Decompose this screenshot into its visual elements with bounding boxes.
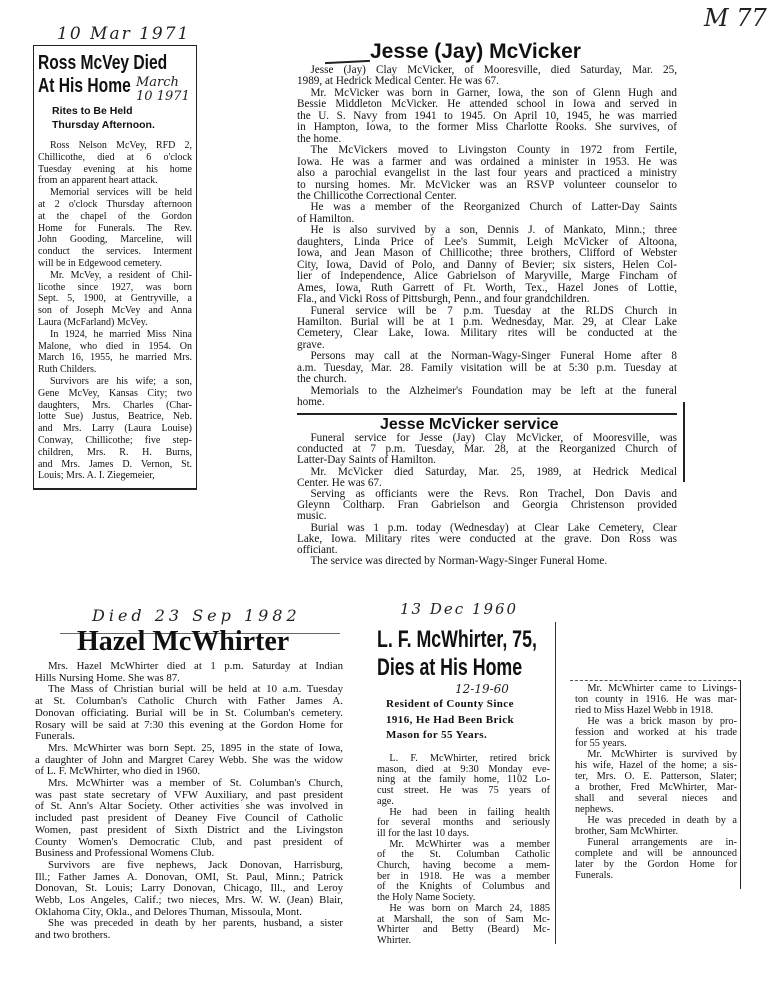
text-line: Bessie Middleton McVicker. He attended school in Iowa and served in xyxy=(297,98,677,111)
text-line: Malone, who died in 1954. On xyxy=(38,340,192,352)
page-number-annotation: M 77 xyxy=(704,4,767,32)
lf-handwritten-note: 12-19-60 xyxy=(455,682,509,696)
text-line: He had been in failing health xyxy=(389,806,550,818)
text-line: Memorial services will be held xyxy=(50,187,192,199)
text-line: of the St. Columban Catholic xyxy=(377,849,550,861)
text-line: conduct the services. Interment xyxy=(38,246,192,258)
text-line: shall and several nieces and xyxy=(575,793,737,804)
text-line: Serving as officiants were the Revs. Ron Trachel, Don Davis and xyxy=(310,488,677,501)
text-line: Sept. 5, 1900, at Gentryville, a xyxy=(38,293,192,305)
text-line: Lake, Iowa. Military rites were conducted at the grave. Don Ross was xyxy=(297,532,677,545)
text-line: the Holy Name Society. xyxy=(377,892,476,904)
text-line: Rosary will be said at 7:30 this evening at the Gordon Home for xyxy=(35,718,343,731)
ross-headline-line1: Ross McVey Died xyxy=(38,52,168,74)
text-line: Mr. McWhirter was a member xyxy=(389,838,550,850)
lf-subhead-line: Mason for 55 Years. xyxy=(386,729,488,741)
text-line: Survivors are his wife; a son, xyxy=(50,375,192,387)
text-line: Fla., and Vicki Ross of Pittsburgh, Penn., and four grandchildren. xyxy=(297,293,590,306)
text-line: City, Iowa, David of Polo, and Danny of Bevier; six sisters, Helen Col- xyxy=(297,258,677,271)
text-line: Funerals. xyxy=(575,870,614,881)
text-line: the U. S. Navy from 1941 to 1945. On April 10, 1945, he was married xyxy=(297,109,677,122)
ross-handwritten-note-2: 10 1971 xyxy=(136,89,190,104)
text-line: the Chillicothe Correctional Center. xyxy=(297,189,457,202)
text-line: Center. He was 67. xyxy=(297,476,382,489)
text-line: Chillicothe, died at 6 o'clock xyxy=(38,151,192,163)
text-line: the home. xyxy=(297,132,342,145)
text-line: Cemetery, Clear Lake, Iowa. Military rites will be conducted at the xyxy=(297,327,677,340)
hazel-obituary-body xyxy=(35,661,343,942)
text-line: Donovan officiating. Burial will be in St. Columban's cemetery. xyxy=(35,706,343,719)
text-line: and two brothers. xyxy=(35,929,111,942)
text-line: licothe since 1927, was born xyxy=(38,281,192,293)
text-line: will be in Edgewood cemetery. xyxy=(38,257,163,269)
text-line: Mr. McWhirter came to Livings- xyxy=(587,683,737,694)
text-line: The service was directed by Norman-Wagy-Singer Funeral Home. xyxy=(310,555,608,568)
text-line: ber in 1918. He was a member xyxy=(377,870,550,882)
text-line: grave. xyxy=(297,338,325,351)
text-line: Mr. McWhirter is survived by xyxy=(587,749,737,760)
text-line: Tuesday evening at his home xyxy=(38,163,192,175)
text-line: Mrs. McWhirter was a member of St. Columban's Church, xyxy=(47,777,343,790)
text-line: L. F. McWhirter, retired brick xyxy=(389,753,550,764)
text-line: Church, having become a mem- xyxy=(377,860,550,872)
text-line: Gleynn Coltharp. Fran Gabrielson and Georgia Christenson provided xyxy=(297,499,677,512)
text-line: Home for Funerals. The Rev. xyxy=(38,222,192,234)
text-line: Webb, Los Angeles, Calif.; two nieces, Mrs. W. W. (Jean) Blair, xyxy=(35,894,343,907)
text-line: lier of Independence, Alice Gabrielson of Maryville, Marge Fincham of xyxy=(297,270,677,283)
service-notice-body xyxy=(297,433,677,567)
text-line: Mrs. Hazel McWhirter died at 1 p.m. Saturday at Indian xyxy=(47,660,343,672)
text-line: Mr. McVicker was born in Garner, Iowa, the son of Glenn Hugh and xyxy=(310,86,677,99)
ross-headline-line2: At His Home xyxy=(38,75,131,97)
text-line: Hills Nursing Home. She was 87. xyxy=(35,671,180,684)
text-line: a brother, Fred McWhirter, Mar- xyxy=(575,782,737,793)
text-line: Ill.; Father James A. Donovan, OMI, St. Paul, Minn.; Patrick xyxy=(35,870,343,883)
text-line: and Mrs. James D. Vernon, St. xyxy=(38,458,192,470)
text-line: Gene McVey, Kansas City; two xyxy=(38,387,192,399)
text-line: the church. xyxy=(297,373,347,386)
text-line: brother, Sam McWhirter. xyxy=(575,826,679,837)
lf-handwritten-date: 13 Dec 1960 xyxy=(400,600,519,618)
text-line: Ames, Iowa, Ruth Garrett of Ft. Worth, Tex., Hazel Jones of Lottie, xyxy=(297,281,677,294)
text-line: cust street. He was 75 years of xyxy=(377,785,550,797)
text-line: Jesse (Jay) Clay McVicker, of Mooresville, died Saturday, Mar. 25, xyxy=(310,64,677,76)
text-line: conducted at 7 p.m. Tuesday, Mar. 28, at the Reorganized Church of xyxy=(297,443,677,456)
clipping-edge-line xyxy=(683,402,685,482)
text-line: Funeral service for Jesse (Jay) Clay McVicker, of Mooresville, was xyxy=(310,432,677,444)
text-line: of St. Ann's Altar Society. Other activities she was involved in xyxy=(35,800,343,813)
text-line: to nursing homes. Mr. McVicker was an RSVP volunteer counselor to xyxy=(297,178,677,191)
text-line: Conway, Chillicothe; five step- xyxy=(38,434,192,446)
column-divider xyxy=(555,622,556,944)
text-line: mason, died at 9:30 Monday eve- xyxy=(377,763,550,775)
text-line: John Gooding, Marceline, will xyxy=(38,234,192,246)
text-line: for 55 years. xyxy=(575,738,627,749)
text-line: 1989, at Hedrick Medical Center. He was 67. xyxy=(297,75,499,88)
text-line: Donovan, St. Louis; Larry Donovan, Chicago, Ill., and Leroy xyxy=(35,882,343,895)
text-line: daughters, Linda Price of Lee's Summit, Leigh McVicker of Altoona, xyxy=(297,235,677,248)
text-line: a daughter of John and Margret Carey Webb. She was the widow xyxy=(35,753,343,766)
text-line: was past state secretary of VFW Auxiliary, and past president xyxy=(35,788,343,801)
text-line: children, Mrs. R. H. Burns, xyxy=(38,446,192,458)
text-line: later by the Gordon Home for xyxy=(575,859,737,870)
divider-line xyxy=(297,413,677,415)
text-line: In 1924, he married Miss Nina xyxy=(50,328,192,340)
text-line: lotte Sue) Justus, Beatrice, Neb. xyxy=(38,411,192,423)
lf-subhead xyxy=(386,697,514,744)
ross-handwritten-date: 10 Mar 1971 xyxy=(57,24,191,44)
text-line: March 16, 1955, he married Mrs. xyxy=(38,352,192,364)
text-line: Memorials to the Alzheimer's Foundation may be left at the funeral xyxy=(310,384,677,397)
text-line: home. xyxy=(297,396,325,409)
text-line: Laura (McFarland) McVey. xyxy=(38,316,148,328)
text-line: at St. Columban's Catholic Church with Father James A. xyxy=(35,695,343,708)
text-line: Oklahoma City, Okla., and Delores Thuman, Missoula, Mont. xyxy=(35,905,302,918)
ross-handwritten-note-1: March xyxy=(136,75,179,90)
text-line: fession and worked at his trade xyxy=(575,727,737,738)
lf-headline-line1: L. F. McWhirter, 75, xyxy=(377,626,537,653)
text-line: The McVickers moved to Livingston County in 1972 from Fertile, xyxy=(310,144,677,157)
service-headline: Jesse McVicker service xyxy=(380,416,559,433)
text-line: Hamilton. Burial will be at 1 p.m. Wednesday, Mar. 29, at Clear Lake xyxy=(297,315,677,328)
text-line: in Hampton, Iowa, to the former Miss Charlotte Rooks. She survives, of xyxy=(297,121,677,134)
text-line: He was a member of the Reorganized Church of Latter-Day Saints xyxy=(310,201,677,214)
text-line: Mrs. McWhirter was born Sept. 25, 1895 in the state of Iowa, xyxy=(47,741,343,754)
ross-obituary-body xyxy=(38,140,192,482)
text-line: He is also survived by a son, Dennis J. of Mankato, Minn.; three xyxy=(310,224,677,237)
text-line: Persons may call at the Norman-Wagy-Singer Funeral Home after 8 xyxy=(310,350,677,363)
text-line: Ross Nelson McVey, RFD 2, xyxy=(50,140,192,151)
hazel-handwritten-date: Died 23 Sep 1982 xyxy=(92,606,301,625)
text-line: ton county in 1916. He was mar- xyxy=(575,694,737,705)
lf-headline-line2: Dies at His Home xyxy=(377,654,523,681)
text-line: ill for the last 10 days. xyxy=(377,827,470,839)
hazel-headline: Hazel McWhirter xyxy=(77,626,290,657)
text-line: ning at the family home, 1102 Lo- xyxy=(377,774,550,786)
text-line: included past president of Deaney Five Council of Catholic xyxy=(35,812,343,825)
text-line: at the chapel of the Gordon xyxy=(38,210,192,222)
lf-obituary-body-column2 xyxy=(575,683,737,881)
text-line: Burial was 1 p.m. today (Wednesday) at Clear Lake Cemetery, Clear xyxy=(310,521,677,534)
text-line: Iowa. He was a farmer and was ordained a minister in 1953. He was xyxy=(297,155,677,168)
text-line: ter, Mrs. O. E. Patterson, Slater; xyxy=(575,771,737,782)
text-line: ried to Miss Hazel Webb in 1918. xyxy=(575,705,714,716)
text-line: officiant. xyxy=(297,544,338,557)
text-line: He was preceded in death by a xyxy=(587,815,737,826)
text-line: of the Knights of Columbus and xyxy=(377,881,550,893)
text-line: for several months and seriously xyxy=(377,817,550,829)
text-line: Latter-Day Saints of Hamilton. xyxy=(297,454,436,467)
ross-subhead-line1: Rites to Be Held xyxy=(52,105,133,117)
jesse-headline: Jesse (Jay) McVicker xyxy=(370,40,581,63)
lf-obituary-body xyxy=(377,754,550,947)
text-line: daughters, Mrs. Charles (Char- xyxy=(38,399,192,411)
text-line: Iowa, and Jean Mason of Chillicothe; three brothers, Clifford of Webster xyxy=(297,247,677,260)
text-line: Mr. McVey, a resident of Chil- xyxy=(50,269,192,281)
text-line: Survivors are five nephews, Jack Donovan, Harrisburg, xyxy=(47,858,343,871)
text-line: complete and will be announced xyxy=(575,848,737,859)
ross-subhead-line2: Thursday Afternoon. xyxy=(52,119,155,131)
text-line: The Mass of Christian burial will be held at 10 a.m. Tuesday xyxy=(47,683,343,696)
text-line: Funeral arrangements are in- xyxy=(587,837,737,848)
text-line: Women, past president of Sixth District and the Livingston xyxy=(35,823,343,836)
text-line: his wife, Hazel of the home; a sis- xyxy=(575,760,737,771)
text-line: He was a brick mason by pro- xyxy=(587,716,737,727)
text-line: also a parochial evangelist in the last four years and practiced a ministry xyxy=(297,167,677,180)
text-line: Business and Professional Womens Club. xyxy=(35,847,215,860)
text-line: at 2 o'clock Thursday afternoon xyxy=(38,198,192,210)
text-line: Whirter and Betty (Beard) Mc- xyxy=(377,924,550,936)
text-line: nephews. xyxy=(575,804,614,815)
text-line: age. xyxy=(377,795,394,807)
text-line: Ruth Childers. xyxy=(38,364,97,376)
text-line: of L. F. McWhirter, who died in 1960. xyxy=(35,765,201,778)
text-line: music. xyxy=(297,510,327,523)
lf-subhead-line: 1916, He Had Been Brick xyxy=(386,713,515,726)
text-line: at Marshall, the son of Sam Mc- xyxy=(377,913,550,925)
text-line: of Hamilton. xyxy=(297,212,355,225)
text-line: a.m. Tuesday, Mar. 28. Family visitation will be at 5:30 p.m. Tuesday at xyxy=(297,361,677,374)
text-line: Whirter. xyxy=(377,934,412,946)
text-line: son of Joseph McVey and Anna xyxy=(38,305,192,317)
text-line: Funeral service will be 7 p.m. Tuesday at the RLDS Church in xyxy=(310,304,677,317)
text-line: County Women's Democratic Club, and past president of xyxy=(35,835,343,848)
text-line: and Mrs. Larry (Laura Louise) xyxy=(38,423,192,435)
text-line: He was born on March 24, 1885 xyxy=(389,902,550,914)
jesse-obituary-body xyxy=(297,65,677,409)
text-line: from an apparent heart attack. xyxy=(38,175,158,187)
lf-subhead-line: Resident of County Since xyxy=(386,698,514,710)
text-line: Funerals. xyxy=(35,730,75,743)
text-line: Mr. McVicker died Saturday, Mar. 25, 1989, at Hedrick Medical xyxy=(310,465,677,478)
text-line: Louis; Mrs. A. I. Ziegemeier, xyxy=(38,470,155,482)
text-line: She was preceded in death by her parents, husband, a sister xyxy=(47,917,343,930)
